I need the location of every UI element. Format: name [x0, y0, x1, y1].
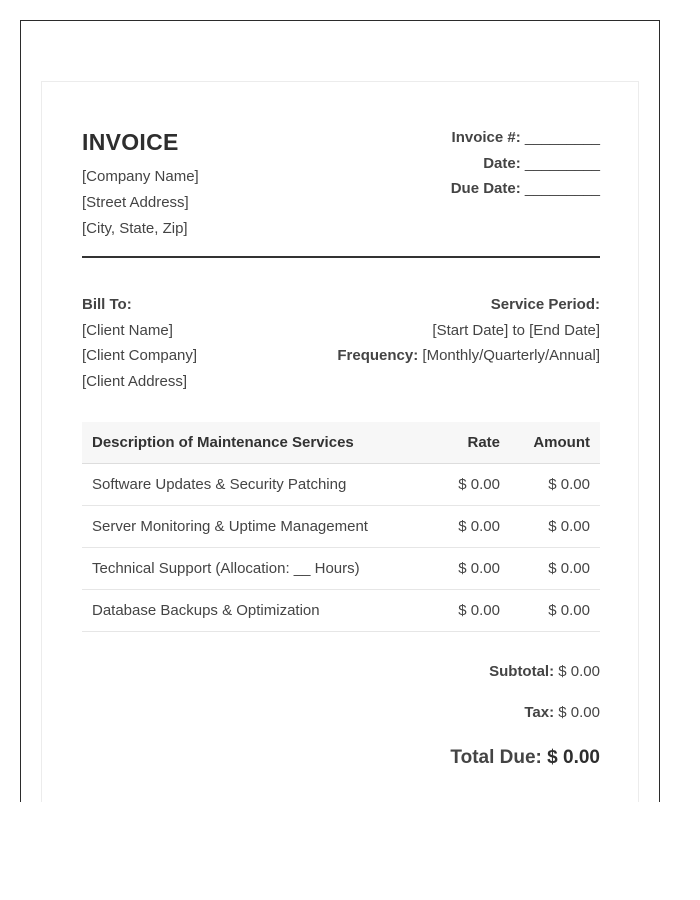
row-amount: $ 0.00	[510, 590, 600, 632]
total-due-row	[450, 747, 600, 769]
totals-block	[450, 663, 600, 769]
services-table	[82, 422, 600, 632]
date-row	[451, 151, 600, 177]
company-city: [City, State, Zip]	[82, 220, 188, 237]
tax-row	[450, 704, 600, 745]
row-description: Server Monitoring & Uptime Management	[82, 506, 430, 548]
invoice-number-label: Invoice #:	[451, 129, 521, 146]
row-rate: $ 0.00	[430, 464, 510, 506]
table-header-row	[82, 422, 600, 464]
row-amount: $ 0.00	[510, 464, 600, 506]
row-amount: $ 0.00	[510, 506, 600, 548]
client-address: [Client Address]	[82, 372, 188, 390]
tax-label: Tax:	[524, 704, 555, 721]
due-date-value: _________	[524, 180, 600, 197]
billing-section	[82, 292, 600, 412]
column-header-amount: Amount	[510, 422, 600, 464]
invoice-header	[82, 122, 600, 257]
subtotal-value: $ 0.00	[558, 663, 600, 680]
due-date-label: Due Date:	[450, 180, 521, 197]
total-due-label: Total Due:	[450, 747, 542, 768]
subtotal-label: Subtotal:	[489, 663, 555, 680]
frequency-row	[337, 343, 600, 369]
tax-value: $ 0.00	[558, 704, 600, 721]
frequency-value: [Monthly/Quarterly/Annual]	[422, 347, 600, 364]
invoice-content	[82, 122, 600, 768]
row-description: Database Backups & Optimization	[82, 590, 430, 632]
service-period-heading: Service Period:	[490, 296, 600, 313]
row-amount: $ 0.00	[510, 548, 600, 590]
table-row	[82, 506, 600, 548]
row-description: Technical Support (Allocation: __ Hours)	[82, 548, 430, 590]
row-rate: $ 0.00	[430, 548, 510, 590]
invoice-meta	[451, 125, 600, 202]
table-row	[82, 464, 600, 506]
company-block	[82, 164, 199, 242]
column-header-description: Description of Maintenance Services	[82, 422, 430, 464]
subtotal-row	[450, 663, 600, 704]
invoice-number-value: _________	[524, 129, 600, 146]
bill-to-block	[82, 292, 197, 394]
table-row	[82, 590, 600, 632]
due-date-row	[451, 176, 600, 202]
row-description: Software Updates & Security Patching	[82, 464, 430, 506]
company-street: [Street Address]	[82, 194, 189, 211]
service-period-block	[337, 292, 600, 369]
table-row	[82, 548, 600, 590]
company-name: [Company Name]	[82, 168, 199, 185]
service-period-range: [Start Date] to [End Date]	[432, 321, 600, 339]
date-value: _________	[524, 154, 600, 172]
total-due-value: $ 0.00	[547, 747, 600, 768]
invoice-title: INVOICE	[82, 129, 179, 155]
invoice-number-row	[451, 125, 600, 151]
header-divider	[82, 256, 600, 258]
row-rate: $ 0.00	[430, 506, 510, 548]
frequency-label: Frequency:	[337, 347, 419, 364]
bill-to-heading: Bill To:	[82, 296, 132, 313]
column-header-rate: Rate	[430, 422, 510, 464]
row-rate: $ 0.00	[430, 590, 510, 632]
client-name: [Client Name]	[82, 321, 173, 339]
date-label: Date:	[483, 154, 521, 172]
client-company: [Client Company]	[82, 347, 198, 364]
